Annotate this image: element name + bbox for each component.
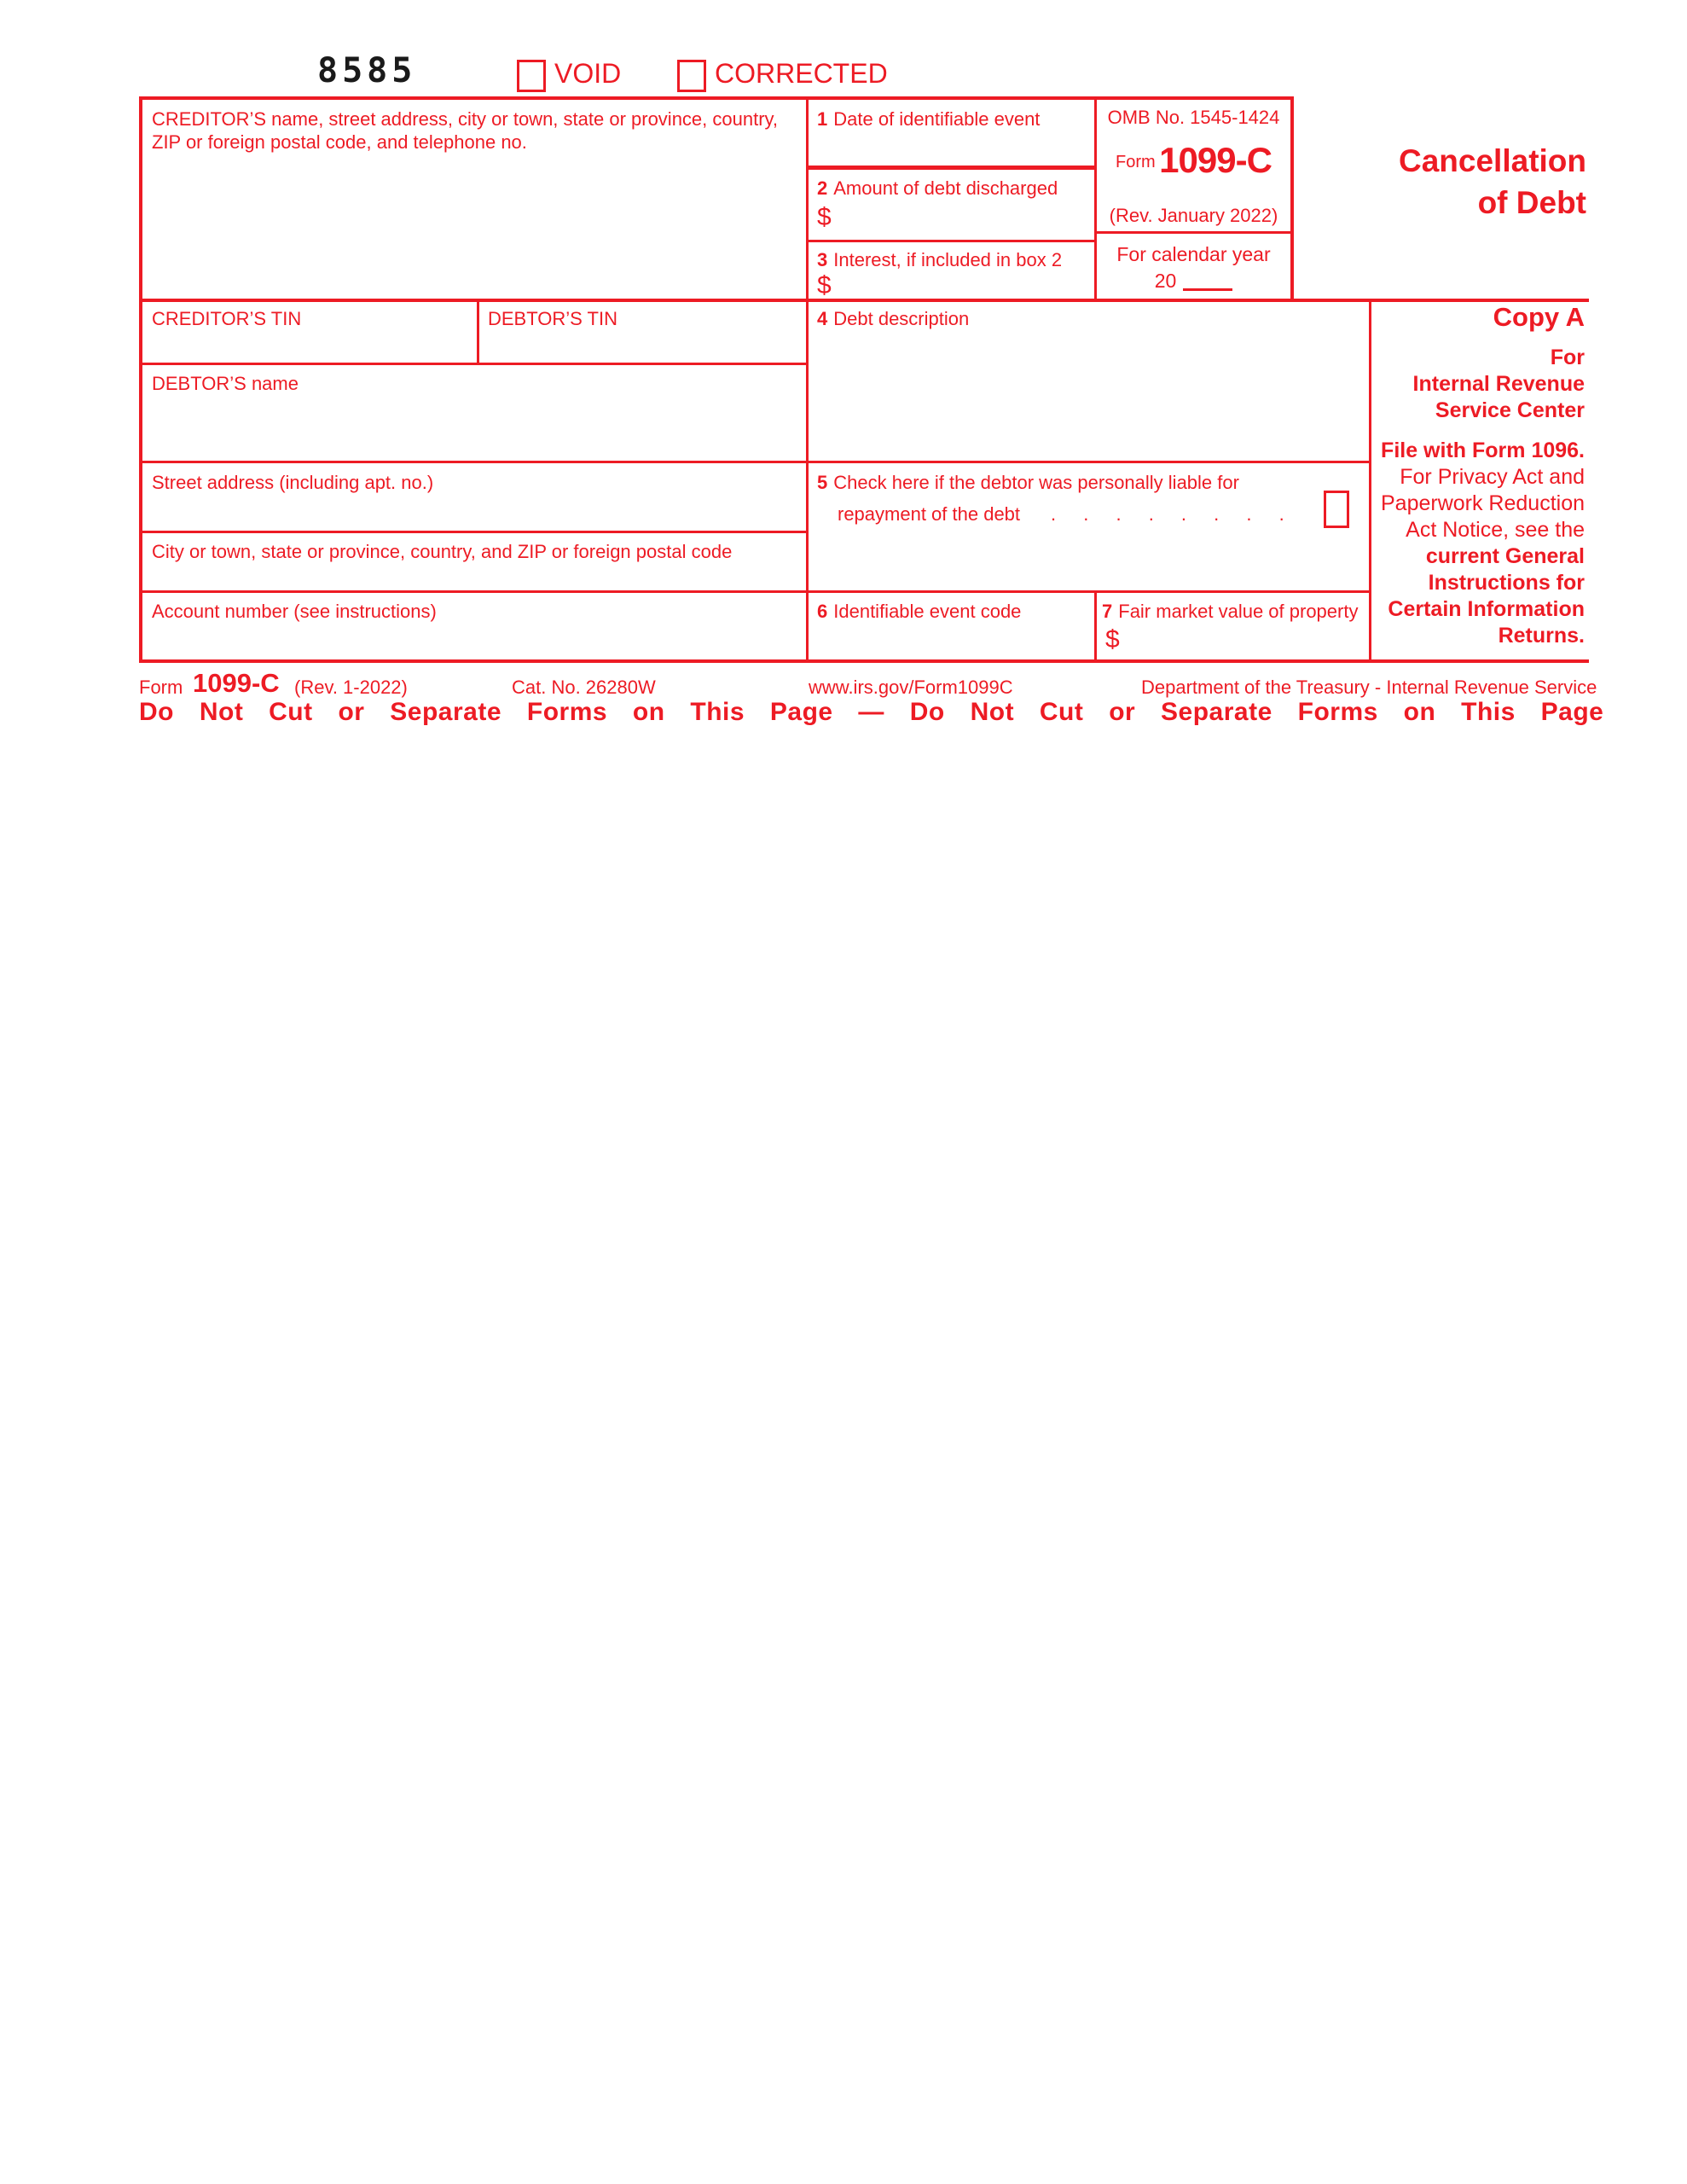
box3-number: 3: [817, 249, 828, 270]
footer-department: Department of the Treasury - Internal Revenue Service: [1141, 677, 1597, 698]
creditor-info-entry[interactable]: [145, 159, 802, 293]
box7-dollar-sign: $: [1105, 625, 1120, 653]
creditor-info-label: CREDITOR’S name, street address, city or town, state or province, country, ZIP or foreign postal code, and telephone no.: [152, 108, 779, 153]
calendar-year-prefix: 20: [1154, 270, 1177, 292]
void-label: VOID: [554, 58, 622, 89]
box1-number: 1: [817, 108, 828, 130]
copy-a-dest-line1: For: [1550, 346, 1585, 369]
divider: [142, 461, 1369, 463]
void-checkbox[interactable]: [517, 60, 546, 92]
box4-label: [817, 307, 969, 330]
copy-a-title: Copy A: [1493, 302, 1585, 332]
creditor-tin-label: CREDITOR’S TIN: [152, 308, 302, 329]
box4-entry[interactable]: [810, 334, 1365, 458]
box6-entry[interactable]: [810, 625, 1092, 656]
copy-a-block: [1373, 302, 1585, 649]
box7-label: [1102, 600, 1358, 623]
corrected-label: CORRECTED: [715, 58, 888, 89]
creditor-tin-entry[interactable]: [145, 333, 473, 360]
copy-a-instr-line3: Certain Information: [1388, 597, 1585, 621]
divider: [139, 659, 1589, 663]
footer-revision: (Rev. 1-2022): [294, 677, 408, 698]
form-title: [1305, 140, 1586, 224]
do-not-cut-notice: Do Not Cut or Separate Forms on This Page — Do Not Cut or Separate Forms on This Page: [139, 698, 1604, 726]
box5-label-line2: [838, 502, 1286, 526]
city-label: City or town, state or province, country, and ZIP or foreign postal code: [152, 541, 733, 562]
box5-text-line2: repayment of the debt: [838, 503, 1021, 525]
copy-a-privacy-line2: Paperwork Reduction: [1380, 491, 1585, 515]
divider: [142, 590, 1369, 593]
box7-text: Fair market value of property: [1118, 601, 1359, 622]
calendar-year-entry[interactable]: [1183, 268, 1232, 291]
copy-a-privacy-line3: Act Notice, see the: [1406, 518, 1585, 542]
form-title-line2: of Debt: [1477, 185, 1586, 220]
copy-a-file-line: File with Form 1096.: [1381, 439, 1585, 462]
footer-catalog-number: Cat. No. 26280W: [512, 677, 656, 698]
city-entry[interactable]: [145, 565, 802, 587]
box1-text: Date of identifiable event: [833, 108, 1041, 130]
divider: [139, 299, 1589, 302]
divider: [142, 531, 806, 533]
box3-entry[interactable]: [849, 271, 1092, 297]
box1-label: [817, 107, 1040, 131]
calendar-year-label: For calendar year: [1116, 243, 1271, 265]
box7-number: 7: [1102, 601, 1113, 622]
box2-label: [817, 177, 1058, 200]
divider: [809, 166, 1094, 170]
print-code: 8585: [317, 51, 417, 90]
box1-entry[interactable]: [810, 132, 1092, 165]
divider: [1369, 302, 1371, 659]
footer-form-word: Form: [139, 677, 183, 698]
box2-number: 2: [817, 177, 828, 199]
box5-text-line1: Check here if the debtor was personally liable for: [833, 472, 1239, 493]
form-title-line1: Cancellation: [1399, 143, 1586, 178]
box2-dollar-sign: $: [817, 203, 832, 231]
calendar-year-line: [1097, 268, 1290, 293]
copy-a-dest-line2: Internal Revenue: [1412, 372, 1585, 396]
form-number: 1099-C: [1159, 140, 1272, 180]
street-address-entry[interactable]: [145, 497, 802, 527]
divider: [1097, 231, 1290, 234]
box5-dot-leader: . . . . . . . .: [1051, 503, 1286, 525]
account-number-entry[interactable]: [145, 625, 802, 656]
form-revision: (Rev. January 2022): [1109, 205, 1278, 226]
divider: [477, 302, 479, 363]
box3-dollar-sign: $: [817, 271, 832, 299]
footer-form-number: 1099-C: [193, 668, 280, 698]
box6-text: Identifiable event code: [833, 601, 1022, 622]
copy-a-instr-line1: current General: [1425, 544, 1585, 568]
divider: [1290, 96, 1294, 302]
copy-a-privacy-line1: For Privacy Act and: [1400, 465, 1585, 489]
box2-entry[interactable]: [849, 203, 1092, 237]
account-number-label: Account number (see instructions): [152, 601, 437, 622]
copy-a-dest-line3: Service Center: [1435, 398, 1585, 422]
box7-entry[interactable]: [1134, 628, 1365, 655]
box5-label-line1: [817, 471, 1239, 494]
form-word: Form: [1116, 153, 1156, 171]
box6-label: [817, 600, 1021, 623]
box4-number: 4: [817, 308, 828, 329]
debtor-tin-entry[interactable]: [483, 333, 803, 360]
footer-irs-url[interactable]: www.irs.gov/Form1099C: [809, 677, 1013, 698]
box3-text: Interest, if included in box 2: [833, 249, 1063, 270]
divider: [806, 96, 809, 659]
street-address-label: Street address (including apt. no.): [152, 472, 434, 493]
debtor-name-entry[interactable]: [145, 399, 802, 457]
corrected-checkbox[interactable]: [677, 60, 706, 92]
box6-number: 6: [817, 601, 828, 622]
copy-a-instr-line4: Returns.: [1498, 624, 1585, 648]
debtor-tin-label: DEBTOR’S TIN: [488, 308, 617, 329]
omb-number: OMB No. 1545-1424: [1107, 107, 1280, 128]
divider: [139, 96, 1294, 100]
box5-checkbox[interactable]: [1324, 491, 1349, 528]
box3-label: [817, 248, 1062, 271]
box2-text: Amount of debt discharged: [833, 177, 1058, 199]
box4-text: Debt description: [833, 308, 970, 329]
debtor-name-label: DEBTOR’S name: [152, 373, 299, 394]
divider: [142, 363, 806, 365]
copy-a-instr-line2: Instructions for: [1428, 571, 1585, 595]
divider: [1094, 593, 1097, 659]
divider: [139, 96, 142, 663]
box5-number: 5: [817, 472, 828, 493]
divider: [809, 240, 1094, 242]
